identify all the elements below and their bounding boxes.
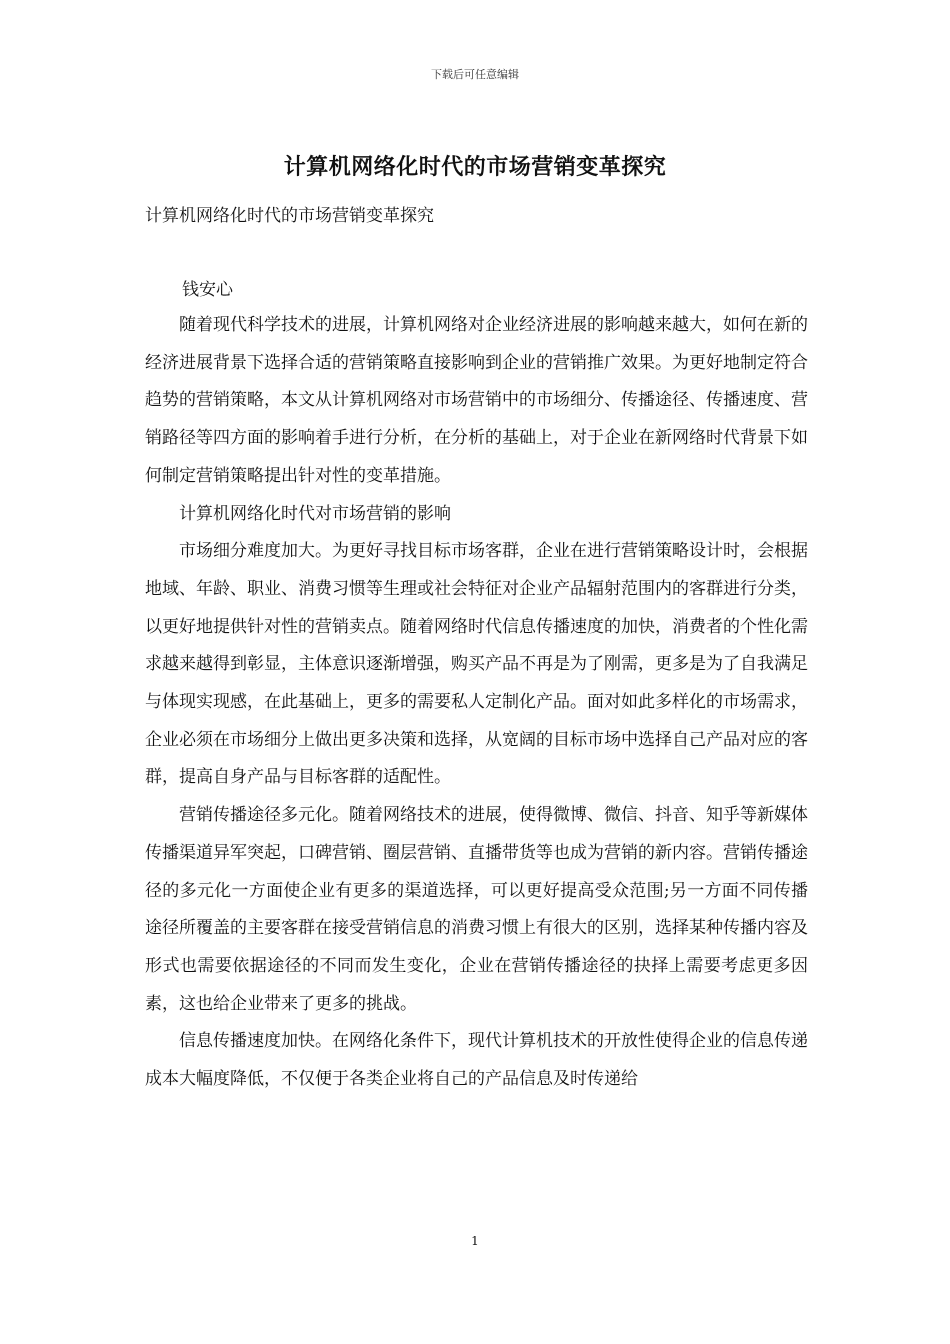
document-subtitle: 计算机网络化时代的市场营销变革探究 (145, 206, 434, 226)
paragraph: 信息传播速度加快。在网络化条件下，现代计算机技术的开放性使得企业的信息传递成本大幅度降低，不仅便于各类企业将自己的产品信息及时传递给 (145, 1031, 808, 1090)
page-number: 1 (471, 1234, 479, 1248)
section-heading: 计算机网络化时代对市场营销的影响 (179, 503, 451, 524)
paragraph: 随着现代科学技术的进展，计算机网络对企业经济进展的影响越来越大，如何在新的经济进展背景下选择合适的营销策略直接影响到企业的营销推广效果。为更好地制定符合趋势的营销策略，本文从计算机网络对市场营销中的市场细分、传播途径、传播速度、营销路径等四方面的影响着手进行分析，在分析的基础上，对于企业在新网络时代背景下如何制定营销策略提出针对性的变革措施。 (145, 315, 808, 486)
header-note: 下载后可任意编辑 (431, 68, 519, 81)
paragraph: 市场细分难度加大。为更好寻找目标市场客群，企业在进行营销策略设计时，会根据地域、年龄、职业、消费习惯等生理或社会特征对企业产品辐射范围内的客群进行分类，以更好地提供针对性的营销卖点。随着网络时代信息传播速度的加快，消费者的个性化需求越来越得到彰显，主体意识逐渐增强，购买产品不再是为了刚需，更多是为了自我满足与体现实现感，在此基础上，更多的需要私人定制化产品。面对如此多样化的市场需求，企业必须在市场细分上做出更多决策和选择，从宽阔的目标市场中选择自己产品对应的客群，提高自身产品与目标客群的适配性。 (145, 541, 808, 788)
document-body (145, 307, 808, 1099)
paragraph: 营销传播途径多元化。随着网络技术的进展，使得微博、微信、抖音、知乎等新媒体传播渠道异军突起，口碑营销、圈层营销、直播带货等也成为营销的新内容。营销传播途径的多元化一方面使企业有更多的渠道选择，可以更好提高受众范围;另一方面不同传播途径所覆盖的主要客群在接受营销信息的消费习惯上有很大的区别，选择某种传播内容及形式也需要依据途径的不同而发生变化，企业在营销传播途径的抉择上需要考虑更多因素，这也给企业带来了更多的挑战。 (145, 805, 808, 1014)
author-name: 钱安心 (182, 280, 233, 300)
document-title: 计算机网络化时代的市场营销变革探究 (283, 154, 667, 180)
